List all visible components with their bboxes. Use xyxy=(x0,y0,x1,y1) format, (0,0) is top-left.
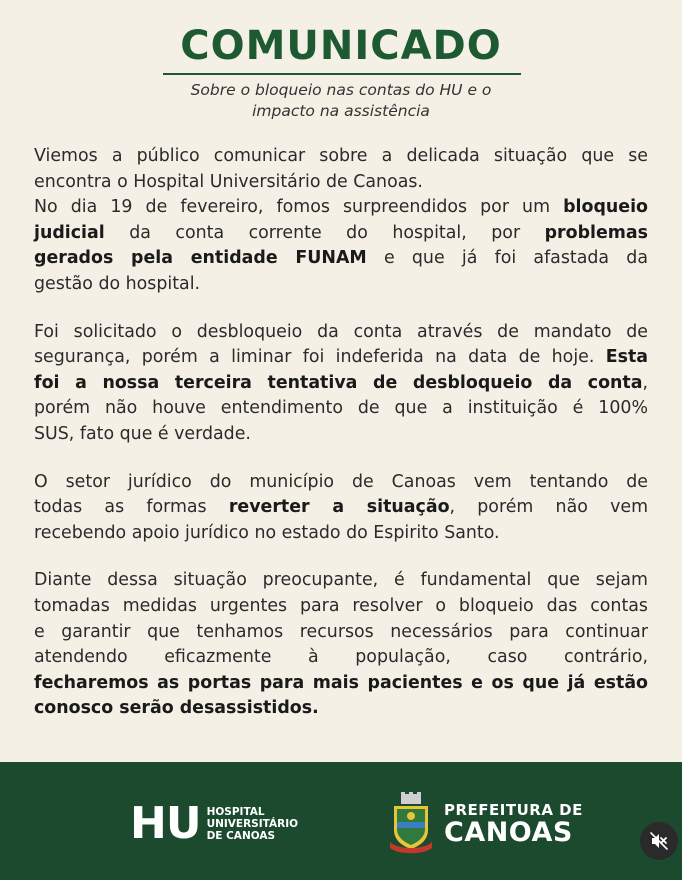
hu-logo-line-1: HOSPITAL xyxy=(206,806,265,818)
paragraph-3 xyxy=(34,470,648,547)
hu-logo-line-3: DE CANOAS xyxy=(206,830,276,842)
p3-line-1: O setor jurídico do município de Canoas vem tentando de xyxy=(34,471,648,492)
p3-line-2 xyxy=(34,495,648,521)
subtitle-line-1: Sobre o bloqueio nas contas do HU e o xyxy=(190,81,492,99)
p1-line-1: Viemos a público comunicar sobre a delicada situação que se xyxy=(34,146,648,166)
p1-line-5-bold: gerados pela entidade FUNAM xyxy=(34,248,367,269)
p2-line-4: porém não houve entendimento de que a instituição é 100% xyxy=(34,398,648,419)
p4-line-5-bold: fecharemos as portas para mais pacientes e os que já estão xyxy=(34,672,648,693)
p4-line-5 xyxy=(34,671,648,697)
p1-line-5 xyxy=(34,246,648,272)
speaker-muted-icon xyxy=(649,831,669,851)
p1-line-4-text: da conta corrente do hospital, por xyxy=(104,222,545,243)
prefeitura-text xyxy=(444,802,583,847)
hu-logo-mark: HU xyxy=(130,798,201,849)
p4-line-2: tomadas medidas urgentes para resolver o bloqueio das contas xyxy=(34,595,648,616)
p4-line-6-bold: conosco serão desassistidos. xyxy=(34,698,319,719)
p2-line-3 xyxy=(34,371,648,397)
title-divider xyxy=(163,73,521,75)
p4-line-6 xyxy=(34,696,648,722)
p3-line-2-text-b: , porém não vem xyxy=(449,497,649,518)
p1-line-4 xyxy=(34,221,648,247)
p1-line-4-bold-b: problemas xyxy=(544,222,648,243)
paragraph-1 xyxy=(34,144,648,298)
prefeitura-line-1: PREFEITURA DE xyxy=(444,800,583,819)
footer-bar xyxy=(0,762,682,880)
p1-line-6: gestão do hospital. xyxy=(34,273,201,294)
p4-line-4: atendendo eficazmente à população, caso contrário, xyxy=(34,647,648,668)
p2-line-3-text: , xyxy=(642,372,648,393)
p4-line-1: Diante dessa situação preocupante, é fundamental que sejam xyxy=(34,570,648,591)
paragraph-4 xyxy=(34,568,648,722)
announcement-body xyxy=(34,144,648,722)
paragraph-2 xyxy=(34,320,648,448)
subtitle-line-2: impacto na assistência xyxy=(252,102,430,120)
p1-line-5-text: e que já foi afastada da xyxy=(366,248,649,269)
p4-line-3: e garantir que tenhamos recursos necessários para continuar xyxy=(34,621,648,642)
p2-line-5: SUS, fato que é verdade. xyxy=(34,423,251,444)
p3-line-2-text-a: todas as formas xyxy=(34,497,229,518)
mute-button[interactable] xyxy=(640,822,678,860)
p2-line-2 xyxy=(34,345,648,371)
prefeitura-logo xyxy=(388,792,583,856)
city-crest-icon xyxy=(388,792,434,856)
hu-logo-text xyxy=(207,806,298,842)
prefeitura-line-2: CANOAS xyxy=(444,816,573,848)
page-subtitle xyxy=(120,80,562,122)
p1-line-4-bold-a: judicial xyxy=(34,222,105,243)
p1-line-3-bold: bloqueio xyxy=(563,197,648,218)
p2-line-1: Foi solicitado o desbloqueio da conta através de mandato de xyxy=(34,321,648,342)
p1-line-3 xyxy=(34,195,648,221)
hu-logo-line-2: UNIVERSITÁRIO xyxy=(206,818,299,830)
p2-line-2-bold: Esta xyxy=(605,347,648,368)
p3-line-3: recebendo apoio jurídico no estado do Espirito Santo. xyxy=(34,522,500,543)
p2-line-2-text: segurança, porém a liminar foi indeferida na data de hoje. xyxy=(34,347,606,368)
p2-line-3-bold: foi a nossa terceira tentativa de desbloqueio da conta xyxy=(34,372,643,393)
p1-line-3-text: No dia 19 de fevereiro, fomos surpreendidos por um xyxy=(34,197,564,218)
p1-line-2: encontra o Hospital Universitário de Canoas. xyxy=(34,171,423,192)
page-title: COMUNICADO xyxy=(180,23,502,69)
p3-line-2-bold: reverter a situação xyxy=(228,497,450,518)
hu-logo xyxy=(130,800,298,848)
